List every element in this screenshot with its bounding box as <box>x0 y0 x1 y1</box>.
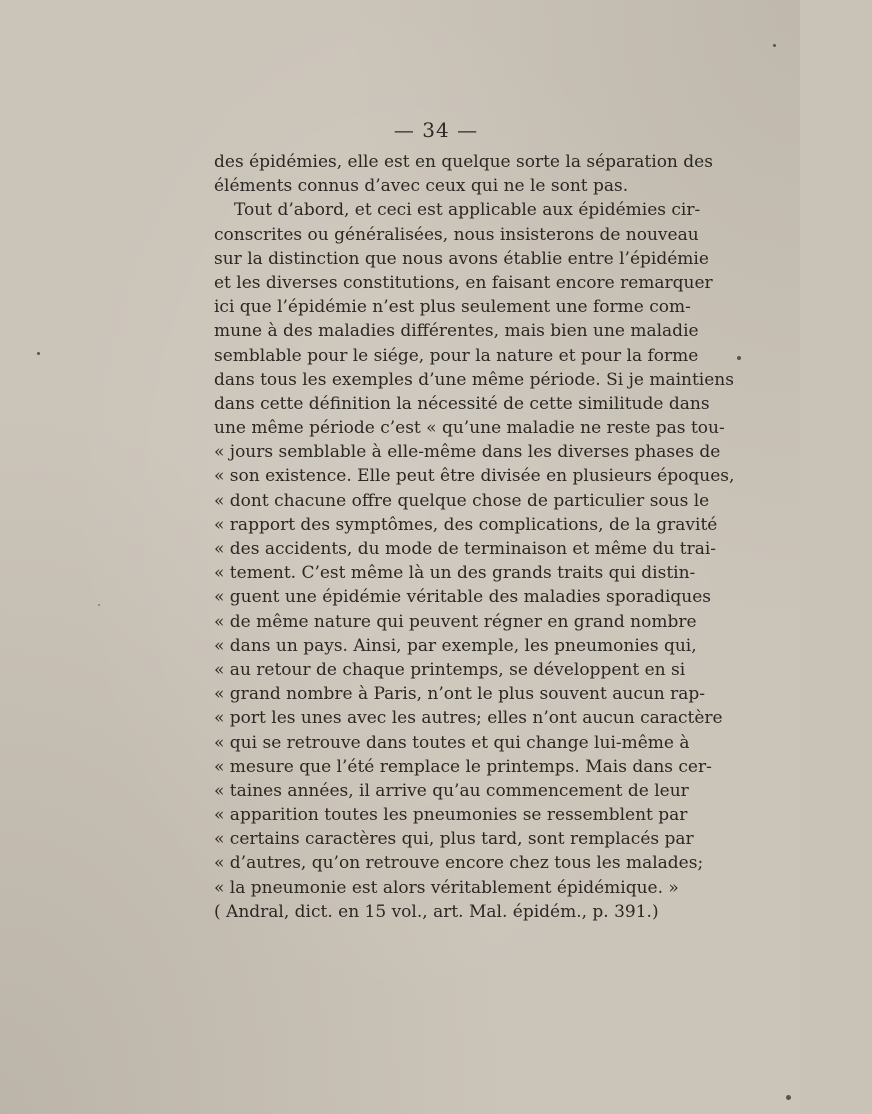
text-line: « certains caractères qui, plus tard, sont remplacés par <box>214 829 694 850</box>
text-line: « dans un pays. Ainsi, par exemple, les pneumonies qui, <box>214 635 697 656</box>
text-line: ici que l’épidémie n’est plus seulement une forme com- <box>214 297 691 318</box>
text-line: ( Andral, dict. en 15 vol., art. Mal. épidém., p. 391.) <box>214 901 659 922</box>
text-line: « des accidents, du mode de terminaison et même du trai- <box>214 539 717 559</box>
text-line: « d’autres, qu’on retrouve encore chez tous les malades; <box>214 853 704 874</box>
paper-speck <box>98 604 100 606</box>
text-line: et les diverses constitutions, en faisant encore remarquer <box>214 272 713 293</box>
body-text <box>214 150 735 924</box>
text-line: « son existence. Elle peut être divisée en plusieurs époques, <box>214 466 735 487</box>
page-number: — 34 — <box>393 118 479 142</box>
text-line: sur la distinction que nous avons établie entre l’épidémie <box>214 248 709 269</box>
text-line: des épidémies, elle est en quelque sorte la séparation des <box>214 152 713 172</box>
paper-speck <box>773 44 776 47</box>
text-line: « apparition toutes les pneumonies se ressemblent par <box>214 805 688 826</box>
text-line: « la pneumonie est alors véritablement épidémique. » <box>214 877 679 898</box>
text-line: dans cette définition la nécessité de cette similitude dans <box>214 393 710 414</box>
text-line: mune à des maladies différentes, mais bien une maladie <box>214 321 699 342</box>
paper-speck <box>786 1095 791 1100</box>
text-line: une même période c’est « qu’une maladie ne reste pas tou- <box>214 418 725 439</box>
text-line: « mesure que l’été remplace le printemps. Mais dans cer- <box>214 756 712 777</box>
text-line: « de même nature qui peuvent régner en grand nombre <box>214 611 697 632</box>
text-line: dans tous les exemples d’une même période. Si je maintiens <box>214 369 734 390</box>
text-line: « qui se retrouve dans toutes et qui change lui-même à <box>214 732 690 753</box>
text-line: « guent une épidémie véritable des maladies sporadiques <box>214 587 712 608</box>
text-line: conscrites ou généralisées, nous insisterons de nouveau <box>214 224 699 245</box>
text-line: « tement. C’est même là un des grands traits qui distin- <box>214 563 696 584</box>
text-line: Tout d’abord, et ceci est applicable aux épidémies cir- <box>234 200 701 221</box>
text-line: « au retour de chaque printemps, se développent en si <box>214 659 686 680</box>
text-line: « port les unes avec les autres; elles n’ont aucun caractère <box>214 708 723 729</box>
text-line: « jours semblable à elle-même dans les diverses phases de <box>214 442 721 463</box>
text-line: semblable pour le siége, pour la nature et pour la forme <box>214 345 699 366</box>
text-line: « taines années, il arrive qu’au commencement de leur <box>214 780 689 801</box>
text-line: éléments connus d’avec ceux qui ne le sont pas. <box>214 176 629 197</box>
text-line: « grand nombre à Paris, n’ont le plus souvent aucun rap- <box>214 684 706 705</box>
paper-speck <box>737 356 741 360</box>
text-line: « dont chacune offre quelque chose de particulier sous le <box>214 490 710 511</box>
paper-speck <box>37 352 40 355</box>
text-line: « rapport des symptômes, des complications, de la gravité <box>214 514 718 535</box>
